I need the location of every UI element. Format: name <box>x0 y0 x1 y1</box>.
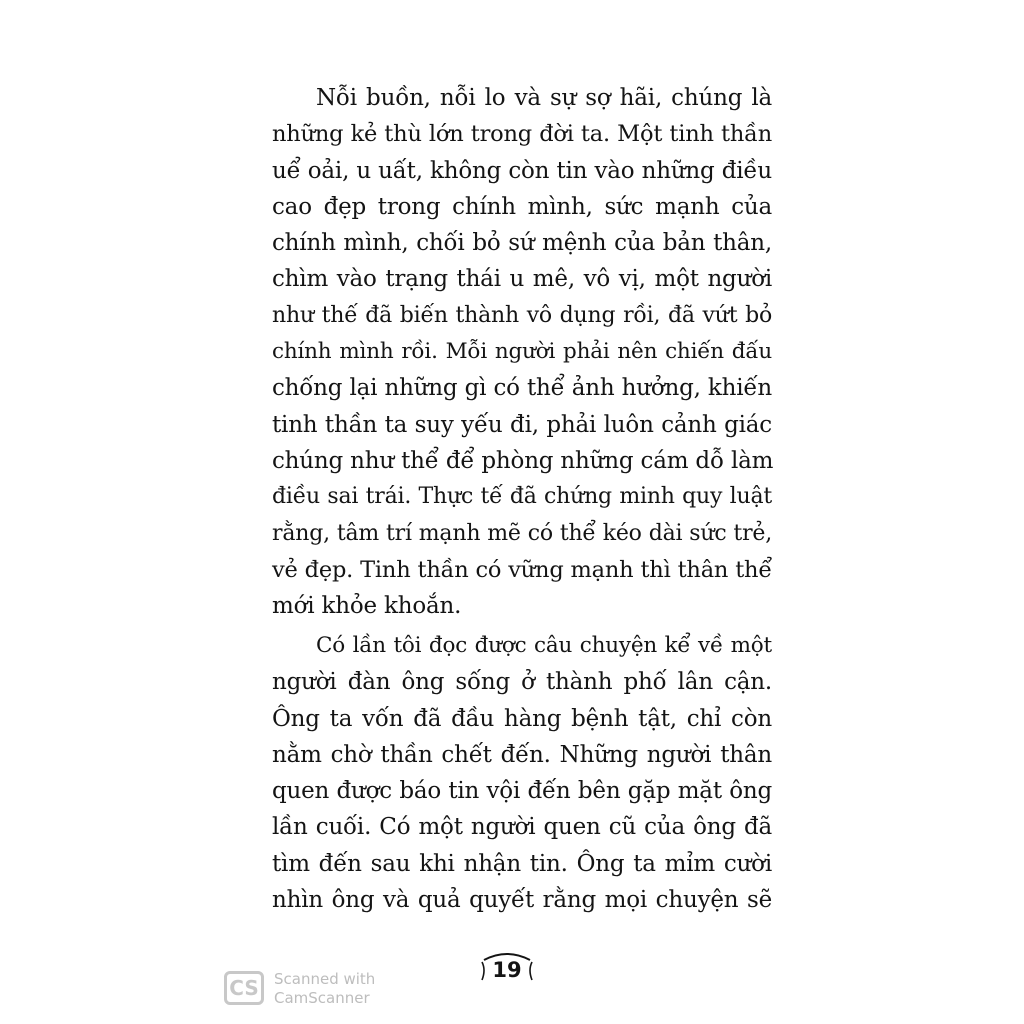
text-line: chống lại những gì có thể ảnh hưởng, khiến <box>272 375 772 402</box>
text-line: Nỗi buồn, nỗi lo và sự sợ hãi, chúng là <box>316 85 772 111</box>
text-line: nhìn ông và quả quyết rằng mọi chuyện sẽ <box>272 887 772 914</box>
text-line: Ông ta vốn đã đầu hàng bệnh tật, chỉ còn <box>272 705 772 732</box>
text-line: điều sai trái. Thực tế đã chứng minh quy luật <box>272 484 772 510</box>
text-line: rằng, tâm trí mạnh mẽ có thể kéo dài sức trẻ, <box>272 520 772 546</box>
text-line: quen được báo tin vội đến bên gặp mặt ông <box>272 778 772 805</box>
text-line: người đàn ông sống ở thành phố lân cận. <box>272 669 772 696</box>
text-line: Có lần tôi đọc được câu chuyện kể về một <box>316 633 772 658</box>
camscanner-logo-icon: CS <box>224 971 264 1005</box>
camscanner-watermark <box>224 968 394 1012</box>
text-line: mới khỏe khoắn. <box>272 593 462 620</box>
text-line: những kẻ thù lớn trong đời ta. Một tinh thần <box>272 121 772 148</box>
watermark-line-1: Scanned with <box>274 970 376 988</box>
text-line: như thế đã biến thành vô dụng rồi, đã vứt bỏ <box>272 302 772 328</box>
text-line: vẻ đẹp. Tinh thần có vững mạnh thì thân thể <box>272 556 772 583</box>
text-line: tìm đến sau khi nhận tin. Ông ta mỉm cười <box>272 850 772 877</box>
text-line: chính mình rồi. Mỗi người phải nên chiến đấu <box>272 339 772 365</box>
text-line: nằm chờ thần chết đến. Những người thân <box>272 741 772 768</box>
text-line: chìm vào trạng thái u mê, vô vị, một người <box>272 266 772 293</box>
paragraph-1 <box>272 80 772 624</box>
page-number-text: 19 <box>492 958 522 982</box>
text-line: uể oải, u uất, không còn tin vào những điều <box>272 157 772 184</box>
watermark-line-2: CamScanner <box>274 989 370 1007</box>
text-line: tinh thần ta suy yếu đi, phải luôn cảnh giác <box>272 411 772 438</box>
paragraph-2 <box>272 628 772 918</box>
text-line: cao đẹp trong chính mình, sức mạnh của <box>272 193 772 220</box>
page-number <box>478 950 536 990</box>
text-line: chúng như thể để phòng những cám dỗ làm <box>272 447 774 474</box>
text-line: chính mình, chối bỏ sứ mệnh của bản thân, <box>272 230 772 257</box>
text-line: lần cuối. Có một người quen cũ của ông đã <box>272 814 772 841</box>
